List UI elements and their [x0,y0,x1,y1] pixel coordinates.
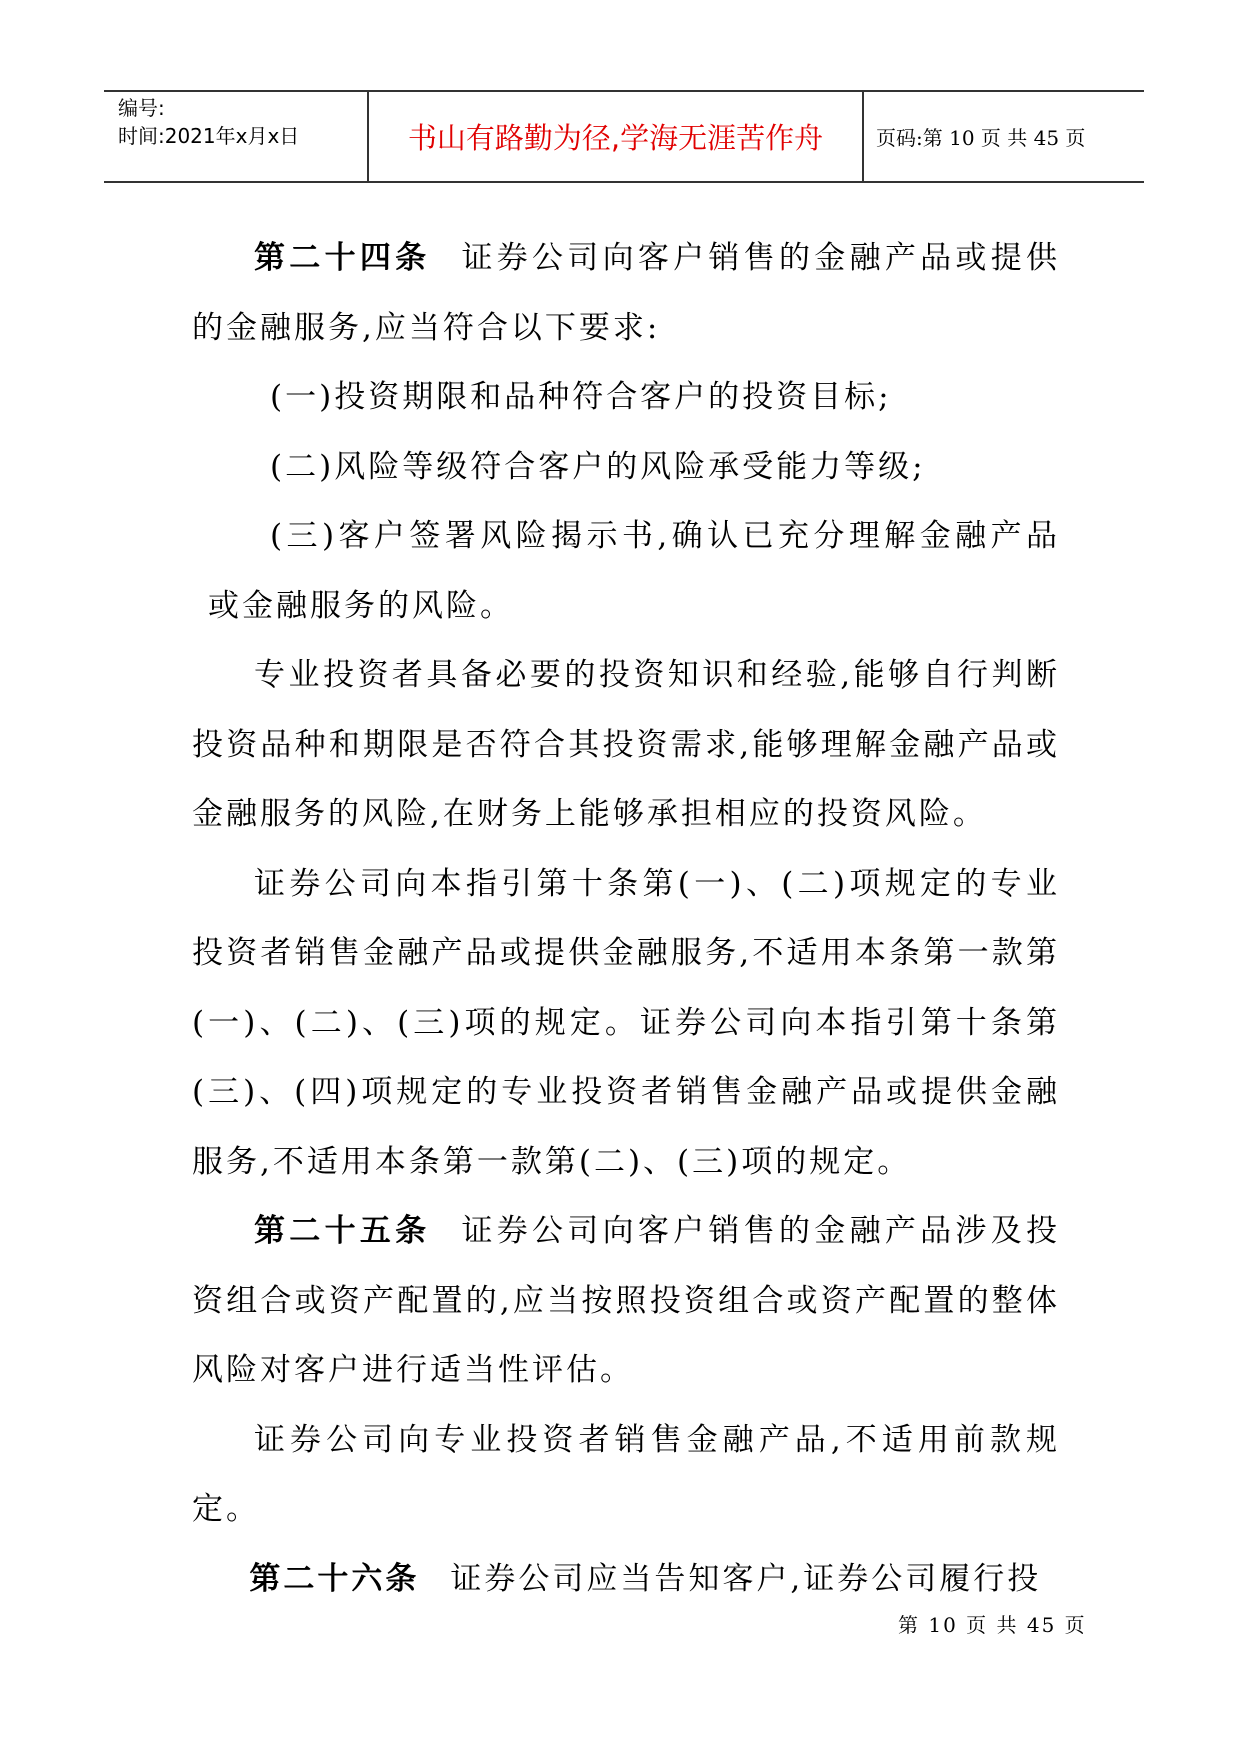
document-date-label: 时间:2021年x月x日 [118,124,300,148]
article-26-text: 证券公司应当告知客户,证券公司履行投 [450,1560,1042,1597]
article-24-title: 第二十四条 [254,240,431,276]
page-header [104,90,1144,183]
header-meta [104,92,369,181]
header-motto: 书山有路勤为径,学海无涯苦作舟 [369,92,864,181]
article-25-opening [192,1197,1060,1406]
article-25-paragraph-1: 证券公司向专业投资者销售金融产品,不适用前款规定。 [192,1421,1060,1527]
article-24-item-1: (一)投资期限和品种符合客户的投资目标; [270,379,892,415]
document-number-label: 编号: [118,96,165,120]
article-24-paragraph-2: 证券公司向本指引第十条第(一)、(二)项规定的专业投资者销售金融产品或提供金融服务,不适用本条第一款第(一)、(二)、(三)项的规定。证券公司向本指引第十条第(三)、(四)项规定的专业投资者销售金融产品或提供金融服务,不适用本条第一款第(二)、(三)项的规定。 [192,865,1060,1180]
article-26-title: 第二十六条 [249,1560,420,1597]
article-26-opening [192,1545,1060,1615]
document-body [192,224,1060,1614]
article-24-item-2: (二)风险等级符合客户的风险承受能力等级; [270,448,926,485]
article-24-text: 证券公司向客户销售的金融产品或提供的金融服务,应当符合以下要求: [192,240,1061,346]
article-24-paragraph-1: 专业投资者具备必要的投资知识和经验,能够自行判断投资品种和期限是否符合其投资需求,能够理解金融产品或金融服务的风险,在财务上能够承担相应的投资风险。 [192,657,1060,832]
article-25-text: 证券公司向客户销售的金融产品涉及投资组合或资产配置的,应当按照投资组合或资产配置的整体风险对客户进行适当性评估。 [192,1213,1061,1388]
article-25-title: 第二十五条 [254,1213,431,1249]
article-24-opening [192,224,1060,363]
article-24-item-3: (三)客户签署风险揭示书,确认已充分理解金融产品或金融服务的风险。 [208,518,1060,624]
header-page-label: 页码:第 10 页 共 45 页 [876,126,1086,150]
page-footer: 第 10 页 共 45 页 [898,1613,1087,1637]
